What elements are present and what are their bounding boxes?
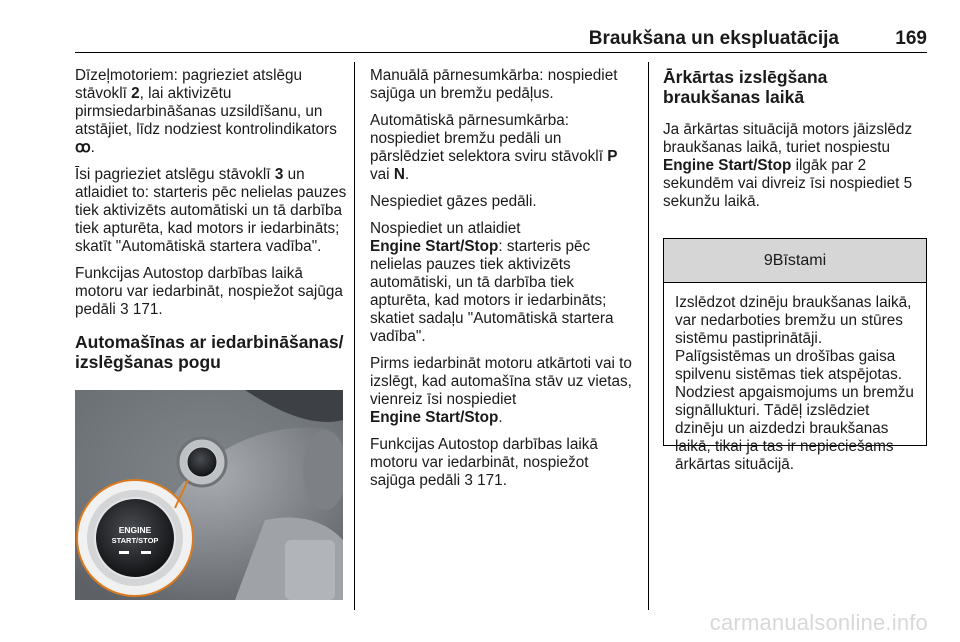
text: Funkcijas Autostop darbības laikā motoru var iedarbināt, nospiežot sajūga pedāli xyxy=(75,265,343,318)
paragraph xyxy=(75,166,347,256)
section-title: Braukšana un ekspluatācija xyxy=(588,28,839,49)
engine-label: ENGINE xyxy=(118,525,152,535)
section-heading: Ārkārtas izslēgšana braukšanas laikā xyxy=(663,67,828,107)
paragraph: Nespiediet gāzes pedāli. xyxy=(370,193,537,210)
warning-text: Izslēdzot dzinēju braukšanas laikā, var nedarboties bremžu un stūres sistēmu pastiprinātāji. Palīgsistēmas un drošības gaisa spilvenu sistēmas tiek atspējotas. Nodziest apgaismojums un bremžu signāllukturi. Tādēļ izslēdziet dzinēju un aizdedzi braukšanas laikā, tikai ja tas ir nepieciešams ārkārtas situācijā. xyxy=(675,294,914,473)
text: Īsi pagrieziet atslēgu stāvoklī xyxy=(75,166,275,183)
preheat-indicator-icon: ꝏ xyxy=(75,139,91,156)
column-1 xyxy=(75,67,347,372)
warning-title: Bīstami xyxy=(772,251,827,269)
text-bold: P xyxy=(607,148,618,165)
text: . xyxy=(404,166,410,183)
text: un atlaidiet to: starteris pēc nelielas pauzes tiek aktivizēts automātiski un tā darbība tiek apturēta, kad motors ir iedarbināts; skatīt "Automātiskā startera vadība". xyxy=(75,166,347,255)
watermark: carmanualsonline.info xyxy=(709,610,928,635)
page-number: 169 xyxy=(895,28,927,49)
warning-header xyxy=(664,239,926,283)
text: Ja ārkārtas situācijā motors jāizslēdz braukšanas laikā, turiet nospiestu xyxy=(663,121,913,156)
paragraph xyxy=(370,112,636,184)
text: vai xyxy=(370,166,394,183)
paragraph xyxy=(75,265,347,319)
page-reference-link[interactable]: 171. xyxy=(128,301,163,318)
engine-start-stop-photo xyxy=(75,390,343,600)
paragraph: Manuālā pārnesumkārba: nospiediet sajūga un bremžu pedāļus. xyxy=(370,67,618,102)
text-bold: Engine Start/Stop xyxy=(663,157,792,174)
text: ilgāk par 2 sekundēm vai divreiz īsi nospiediet 5 sekunžu laikā. xyxy=(663,157,913,210)
text: . xyxy=(498,409,503,426)
paragraph xyxy=(370,220,636,346)
warning-icon: 9 xyxy=(763,251,773,269)
paragraph xyxy=(75,67,347,157)
text-bold: Engine Start/Stop xyxy=(370,238,499,255)
text: , lai aktivizētu pirmsiedarbināšanas uzsildīšanu, un atstājiet, līdz nodziest kontrolindikators xyxy=(75,85,337,138)
paragraph xyxy=(370,355,636,427)
page-header xyxy=(75,22,927,53)
text-bold: 3 xyxy=(274,166,284,183)
page-reference-icon[interactable]: 3 xyxy=(464,472,473,489)
page-reference-icon[interactable]: 3 xyxy=(120,301,129,318)
text: Nospiediet un atlaidiet xyxy=(370,220,521,237)
column-divider xyxy=(648,62,649,610)
column-2 xyxy=(370,67,636,499)
text: . xyxy=(90,139,95,156)
warning-box xyxy=(663,238,927,473)
text: : starteris pēc nelielas pauzes tiek aktivizēts automātiski, un tā darbība tiek apturēta, kad motors ir iedarbināts; skatiet sadaļu "Automātiskā startera vadība". xyxy=(370,238,614,345)
text-bold: N xyxy=(393,166,405,183)
text: Dīzeļmotoriem: pagrieziet atslēgu stāvoklī xyxy=(75,67,303,102)
paragraph xyxy=(663,121,929,211)
column-3 xyxy=(663,67,929,220)
column-divider xyxy=(354,62,355,610)
text-bold: 2 xyxy=(131,85,140,102)
start-stop-label: START/STOP xyxy=(111,536,159,545)
paragraph xyxy=(370,436,636,490)
page-reference-link[interactable]: 171. xyxy=(472,472,507,489)
section-heading: Automašīnas ar iedarbināšanas/ izslēgšanas pogu xyxy=(75,332,344,372)
text: Automātiskā pārnesumkārba: nospiediet bremžu pedāli un pārslēdziet selektora sviru stāvoklī xyxy=(370,112,608,165)
text: Funkcijas Autostop darbības laikā motoru var iedarbināt, nospiežot sajūga pedāli xyxy=(370,436,598,489)
text-bold: Engine Start/Stop xyxy=(370,409,499,426)
text: Pirms iedarbināt motoru atkārtoti vai to izslēgt, kad automašīna stāv uz vietas, vienreiz īsi nospiediet xyxy=(370,355,632,408)
